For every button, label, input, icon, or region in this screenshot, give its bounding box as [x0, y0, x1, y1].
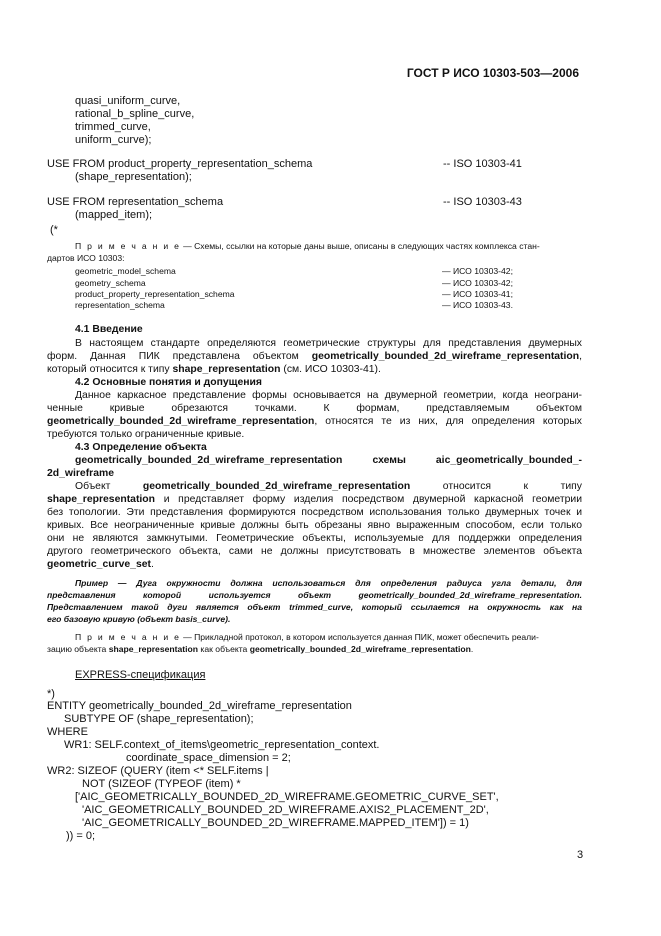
paragraph-line: Данное каркасное представление формы основывается на двумерной геометрии, когда неограни- — [75, 390, 582, 401]
note-ref: — ИСО 10303-42; — [442, 278, 513, 288]
note-schema: geometric_model_schema — [75, 266, 176, 276]
code-line: uniform_curve); — [75, 134, 152, 146]
entity-title: geometrically_bounded_2d_wireframe_representation схемы aic_geometrically_bounded_- — [75, 455, 582, 466]
use-from-statement: USE FROM product_property_representation_schema — [47, 158, 313, 170]
note-schema: product_property_representation_schema — [75, 289, 235, 299]
paragraph-line: shape_representation и представляет форму изделия посредством двумерной каркасной геометрии — [47, 494, 582, 505]
express-line: *) — [47, 688, 55, 700]
paragraph-line: который относится к типу shape_representation (см. ИСО 10303-41). — [47, 364, 381, 375]
note-label: П р и м е ч а н и е — [75, 632, 181, 642]
express-line: coordinate_space_dimension = 2; — [126, 752, 291, 764]
paragraph-line: требуются только ограниченные кривые. — [47, 429, 245, 440]
use-from-reference: -- ISO 10303-43 — [443, 196, 522, 208]
paragraph-line: кривых. Все неограниченные кривые должны быть обрезаны явно выраженным способом, если только — [47, 520, 582, 531]
paragraph-line: Объект geometrically_bounded_2d_wireframe_representation относится к типу — [75, 481, 582, 492]
paragraph-line: ченные кривые обрезаются точками. К формам, представляемым объектом — [47, 403, 582, 414]
note-line — [75, 241, 540, 251]
example-line: Представлением такой дуги является объект trimmed_curve, который ссылается на окружность как на — [47, 602, 582, 612]
express-line: WHERE — [47, 726, 88, 738]
note-text: — Прикладной протокол, в котором используется данная ПИК, может обеспечить реали- — [180, 632, 539, 642]
document-header: ГОСТ Р ИСО 10303-503—2006 — [406, 66, 579, 80]
code-line: rational_b_spline_curve, — [75, 108, 195, 120]
express-line: 'AIC_GEOMETRICALLY_BOUNDED_2D_WIREFRAME.AXIS2_PLACEMENT_2D', — [82, 804, 489, 816]
paragraph-line: В настоящем стандарте определяются геометрические структуры для представления двумерных — [75, 338, 582, 349]
express-heading: EXPRESS-спецификация — [75, 669, 206, 681]
express-line: ['AIC_GEOMETRICALLY_BOUNDED_2D_WIREFRAME.GEOMETRIC_CURVE_SET', — [75, 791, 499, 803]
express-line: WR1: SELF.context_of_items\geometric_representation_context. — [64, 739, 380, 751]
page-number: 3 — [577, 849, 584, 861]
code-line: trimmed_curve, — [75, 121, 151, 133]
express-line: )) = 0; — [66, 830, 96, 842]
paragraph-line: geometrically_bounded_2d_wireframe_representation, относятся те из них, для определения которых — [47, 416, 582, 427]
use-from-reference: -- ISO 10303-41 — [443, 158, 522, 170]
note-ref: — ИСО 10303-43. — [442, 300, 513, 310]
paragraph-line: другого геометрического объекта, сами не должны присутствовать в множестве элементов объекта — [47, 546, 582, 557]
comment-open: (* — [50, 224, 58, 236]
express-line: 'AIC_GEOMETRICALLY_BOUNDED_2D_WIREFRAME.MAPPED_ITEM']) = 1) — [82, 817, 469, 829]
express-line: ENTITY geometrically_bounded_2d_wireframe_representation — [47, 700, 352, 712]
note-label: П р и м е ч а н и е — [75, 241, 181, 251]
express-line: SUBTYPE OF (shape_representation); — [64, 713, 254, 725]
note-schema: geometry_schema — [75, 278, 146, 288]
use-from-argument: (mapped_item); — [75, 209, 153, 221]
section-heading: 4.1 Введение — [75, 324, 143, 335]
paragraph-line: geometric_curve_set. — [47, 559, 154, 570]
entity-title: 2d_wireframe — [47, 468, 114, 479]
note-ref: — ИСО 10303-42; — [442, 266, 513, 276]
paragraph-line: они не являются замкнутыми. Геометрические объекты, используемые для поддержки определения — [47, 533, 582, 544]
paragraph-line: без топологии. Эти представления формируются посредством использования только двумерных точек и — [47, 507, 582, 518]
use-from-argument: (shape_representation); — [75, 171, 192, 183]
note-continuation: дартов ИСО 10303: — [47, 253, 125, 263]
note-text: — Схемы, ссылки на которые даны выше, описаны в следующих частях комплекса стан- — [180, 241, 540, 251]
note-ref: — ИСО 10303-41; — [442, 289, 513, 299]
code-line: quasi_uniform_curve, — [75, 95, 181, 107]
section-heading: 4.3 Определение объекта — [75, 442, 207, 453]
paragraph-line: форм. Данная ПИК представлена объектом geometrically_bounded_2d_wireframe_representation, — [47, 351, 582, 362]
section-heading: 4.2 Основные понятия и допущения — [75, 377, 262, 388]
example-line: его базовую кривую (объект basis_curve). — [47, 614, 231, 624]
use-from-statement: USE FROM representation_schema — [47, 196, 224, 208]
example-line: Пример — Дуга окружности должна использоваться для определения радиуса угла детали, для — [75, 578, 582, 588]
express-line: WR2: SIZEOF (QUERY (item <* SELF.items | — [47, 765, 269, 777]
express-line: NOT (SIZEOF (TYPEOF (item) * — [82, 778, 241, 790]
example-line: представления которой используется объект geometrically_bounded_2d_wireframe_representation. — [47, 590, 582, 600]
note-line: зацию объекта shape_representation как объекта geometrically_bounded_2d_wireframe_representation. — [47, 644, 474, 654]
note-schema: representation_schema — [75, 300, 165, 310]
note-line — [75, 632, 539, 642]
